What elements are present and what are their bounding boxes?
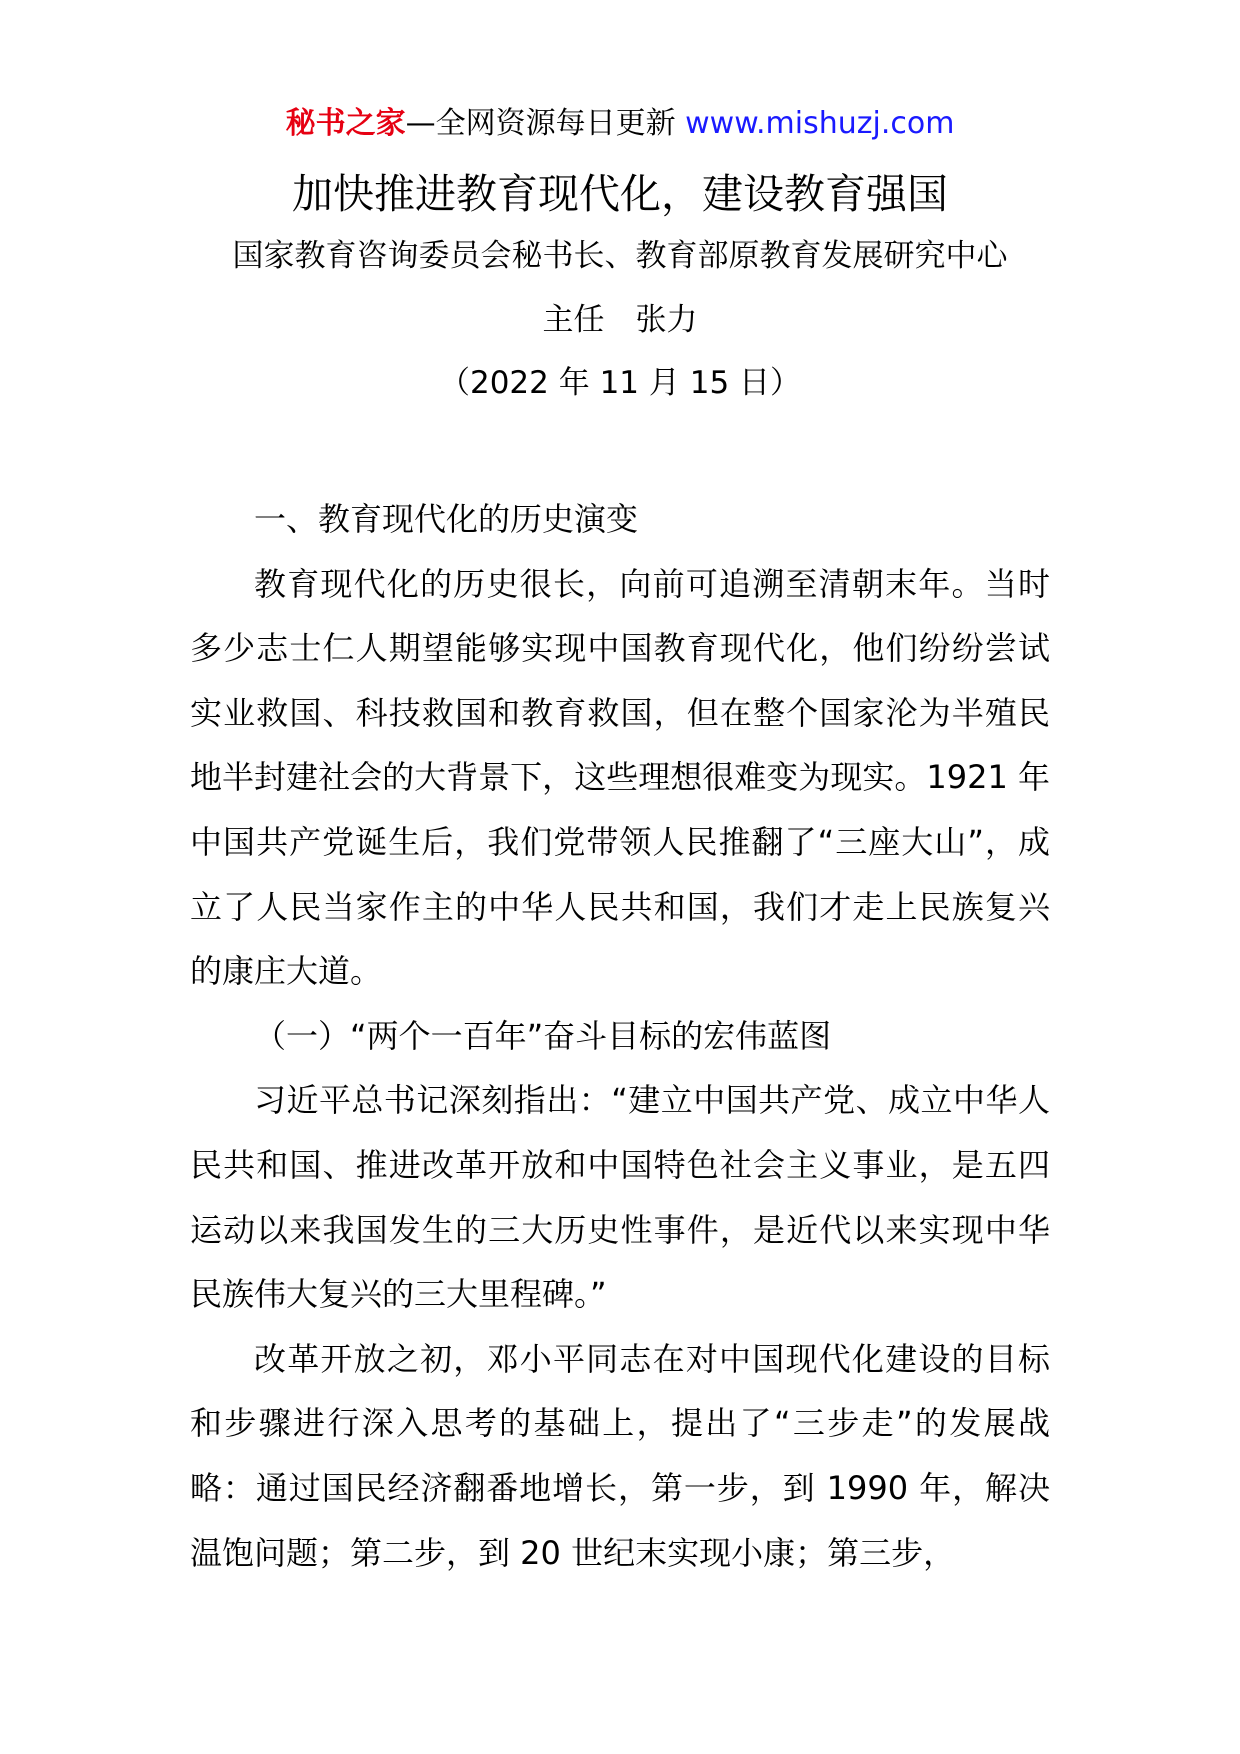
body-paragraph: 习近平总书记深刻指出：“建立中国共产党、成立中华人民共和国、推进改革开放和中国特色社会主义事业，是五四运动以来我国发生的三大历史性事件，是近代以来实现中华民族伟大复兴的三大里程碑。”	[190, 1081, 1050, 1314]
document-title: 加快推进教育现代化，建设教育强国	[292, 170, 948, 218]
section-heading: 一、教育现代化的历史演变	[254, 500, 639, 538]
watermark-tagline: —全网资源每日更新	[405, 106, 686, 141]
watermark-banner	[0, 102, 1240, 146]
subsection-heading: （一）“两个一百年”奋斗目标的宏伟蓝图	[254, 1016, 832, 1055]
document-body	[190, 487, 1050, 1585]
author-name: 主任 张力	[542, 302, 698, 338]
body-paragraph: 教育现代化的历史很长，向前可追溯至清朝末年。当时多少志士仁人期望能够实现中国教育现代化，他们纷纷尝试实业救国、科技救国和教育救国，但在整个国家沦为半殖民地半封建社会的大背景下，这些理想很难变为现实。1921 年中国共产党诞生后，我们党带领人民推翻了“三座大山”，成立了人民当家作主的中华人民共和国，我们才走上民族复兴的康庄大道。	[190, 564, 1050, 991]
body-paragraph: 改革开放之初，邓小平同志在对中国现代化建设的目标和步骤进行深入思考的基础上，提出了“三步走”的发展战略：通过国民经济翻番地增长，第一步，到 1990 年，解决温饱问题；第二步，到 20 世纪末实现小康；第三步，	[190, 1339, 1050, 1572]
watermark-url[interactable]: www.mishuzj.com	[685, 106, 955, 141]
author-affiliation: 国家教育咨询委员会秘书长、教育部原教育发展研究中心	[232, 238, 1008, 274]
watermark-brand: 秘书之家	[285, 106, 406, 141]
document-date: （2022 年 11 月 15 日）	[438, 365, 802, 401]
